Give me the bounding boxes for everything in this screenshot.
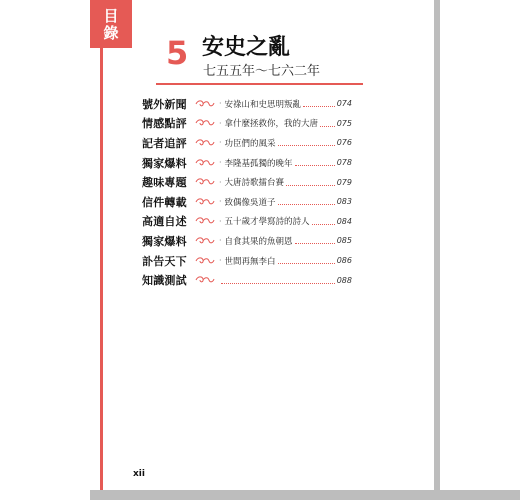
bullet-dot-icon: · <box>219 177 222 187</box>
toc-category: 趣味專題 <box>142 176 187 190</box>
toc-category: 高適自述 <box>142 215 187 229</box>
header-rule <box>156 83 363 85</box>
bullet-dot-icon: · <box>219 99 222 109</box>
toc-category: 記者追評 <box>142 136 187 150</box>
table-of-contents <box>142 94 352 290</box>
toc-entry-title: 致偶像吳道子 <box>224 197 276 208</box>
bullet-dot-icon: · <box>219 118 222 128</box>
swirl-ornament-icon <box>195 138 215 148</box>
page-folio: xii <box>133 469 145 479</box>
toc-row <box>142 231 352 251</box>
toc-category: 號外新聞 <box>142 97 187 111</box>
dotted-leader <box>286 185 335 186</box>
toc-row <box>142 153 352 173</box>
toc-page-number: 088 <box>336 275 352 285</box>
dotted-leader <box>278 204 335 205</box>
toc-category: 獨家爆料 <box>142 234 187 248</box>
bullet-dot-icon: · <box>219 138 222 148</box>
dotted-leader <box>278 263 335 264</box>
page-edge-shadow <box>434 0 440 500</box>
contents-tab-label: 目錄 <box>101 8 120 42</box>
page-background-right <box>434 0 520 500</box>
toc-page-number: 084 <box>336 216 352 226</box>
toc-category: 信件轉載 <box>142 195 187 209</box>
toc-page-number: 083 <box>336 197 352 207</box>
bullet-dot-icon: · <box>219 236 222 246</box>
chapter-years: 七五五年～七六二年 <box>203 64 321 79</box>
toc-category: 獨家爆料 <box>142 156 187 170</box>
swirl-ornament-icon <box>195 99 215 109</box>
toc-row <box>142 114 352 134</box>
toc-row <box>142 192 352 212</box>
bullet-dot-icon: · <box>219 256 222 266</box>
dotted-leader <box>221 283 335 284</box>
bullet-dot-icon: · <box>219 158 222 168</box>
toc-page-number: 075 <box>336 118 352 128</box>
toc-page-number: 078 <box>336 158 352 168</box>
toc-row <box>142 251 352 271</box>
toc-page-number: 076 <box>336 138 352 148</box>
swirl-ornament-icon <box>195 197 215 207</box>
bullet-dot-icon: · <box>219 197 222 207</box>
margin-rule <box>100 48 103 490</box>
toc-category: 知識測試 <box>142 274 187 288</box>
swirl-ornament-icon <box>195 177 215 187</box>
toc-row <box>142 212 352 232</box>
toc-entry-title: 自食其果的魚朝恩 <box>224 236 293 247</box>
toc-row <box>142 172 352 192</box>
toc-entry-title: 世間再無李白 <box>224 256 276 267</box>
toc-entry-title: 功臣們的風采 <box>224 138 276 149</box>
dotted-leader <box>295 165 335 166</box>
swirl-ornament-icon <box>195 275 215 285</box>
bullet-dot-icon: · <box>219 216 222 226</box>
swirl-ornament-icon <box>195 236 215 246</box>
toc-row <box>142 94 352 114</box>
toc-category: 訃告天下 <box>142 254 187 268</box>
dotted-leader <box>312 224 335 225</box>
dotted-leader <box>295 243 335 244</box>
swirl-ornament-icon <box>195 216 215 226</box>
toc-entry-title: 大唐詩歌擂台賽 <box>224 178 285 189</box>
toc-row <box>142 270 352 290</box>
dotted-leader <box>278 145 335 146</box>
swirl-ornament-icon <box>195 158 215 168</box>
toc-entry-title: 拿什麼拯救你，我的大唐 <box>224 119 319 130</box>
toc-entry-title: 安祿山和史思明叛亂 <box>224 99 302 110</box>
toc-page-number: 086 <box>336 256 352 266</box>
chapter-title: 安史之亂 <box>202 35 291 60</box>
page-bottom-shadow <box>90 490 520 500</box>
chapter-number: 5 <box>166 34 189 72</box>
toc-entry-title: 李隆基孤獨的晚年 <box>224 158 293 169</box>
dotted-leader <box>320 126 335 127</box>
toc-row <box>142 133 352 153</box>
toc-page-number: 074 <box>336 99 352 109</box>
swirl-ornament-icon <box>195 118 215 128</box>
swirl-ornament-icon <box>195 256 215 266</box>
dotted-leader <box>303 106 335 107</box>
toc-entry-title: 五十歲才學寫詩的詩人 <box>224 217 310 228</box>
toc-category: 情感點評 <box>142 117 187 131</box>
toc-page-number: 085 <box>336 236 352 246</box>
toc-page-number: 079 <box>336 177 352 187</box>
